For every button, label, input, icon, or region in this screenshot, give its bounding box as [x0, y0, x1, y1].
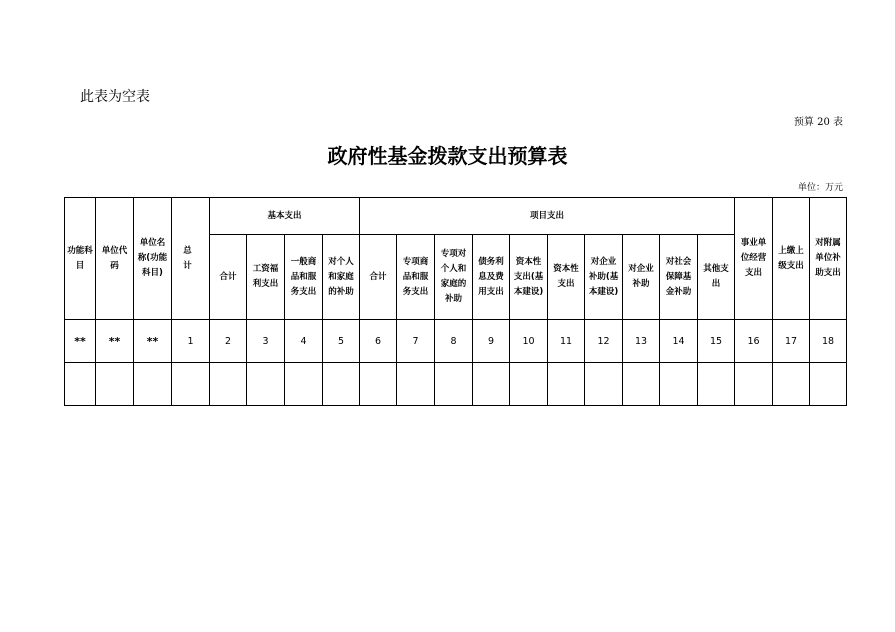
index-cell: 13 [623, 320, 660, 363]
header-unit-code: 单位代码 [96, 198, 134, 320]
index-cell: 1 [172, 320, 210, 363]
index-cell: 5 [323, 320, 360, 363]
index-cell: 2 [210, 320, 247, 363]
data-cell [134, 363, 172, 406]
index-cell: 9 [473, 320, 510, 363]
data-cell [735, 363, 773, 406]
index-cell: 10 [510, 320, 548, 363]
data-cell [435, 363, 473, 406]
index-cell: 11 [548, 320, 585, 363]
empty-data-row [65, 363, 847, 406]
data-cell [247, 363, 285, 406]
basic-col-header: 对个人和家庭的补助 [323, 235, 360, 320]
header-attached: 对附属单位补助支出 [810, 198, 847, 320]
data-cell [65, 363, 96, 406]
index-cell: ** [65, 320, 96, 363]
basic-col-header: 工资福利支出 [247, 235, 285, 320]
project-col-header: 合计 [360, 235, 397, 320]
index-cell: 3 [247, 320, 285, 363]
data-cell [660, 363, 698, 406]
index-cell: 14 [660, 320, 698, 363]
table-number: 预算 20 表 [793, 117, 843, 128]
index-cell: 6 [360, 320, 397, 363]
data-cell [323, 363, 360, 406]
data-cell [285, 363, 323, 406]
data-cell [773, 363, 810, 406]
index-row [65, 320, 847, 363]
project-col-header: 专项商品和服务支出 [397, 235, 435, 320]
index-cell: 12 [585, 320, 623, 363]
index-cell: 17 [773, 320, 810, 363]
header-enterprise: 事业单位经营支出 [735, 198, 773, 320]
project-col-header: 债务利息及费用支出 [473, 235, 510, 320]
index-cell: 15 [698, 320, 735, 363]
index-cell: ** [134, 320, 172, 363]
header-func-code: 功能科目 [65, 198, 96, 320]
data-cell [96, 363, 134, 406]
empty-table-note: 此表为空表 [80, 89, 150, 105]
project-col-header: 对企业补助(基本建设) [585, 235, 623, 320]
index-cell: 8 [435, 320, 473, 363]
page-title: 政府性基金拨款支出预算表 [327, 144, 568, 168]
header-basic: 基本支出 [210, 198, 360, 235]
budget-table [64, 197, 847, 406]
basic-col-header: 合计 [210, 235, 247, 320]
data-cell [172, 363, 210, 406]
data-cell [397, 363, 435, 406]
data-cell [548, 363, 585, 406]
basic-col-header: 一般商品和服务支出 [285, 235, 323, 320]
index-cell: 7 [397, 320, 435, 363]
index-cell: 4 [285, 320, 323, 363]
project-col-header: 对企业补助 [623, 235, 660, 320]
data-cell [810, 363, 847, 406]
project-col-header: 对社会保障基金补助 [660, 235, 698, 320]
data-cell [623, 363, 660, 406]
project-col-header: 专项对个人和家庭的补助 [435, 235, 473, 320]
header-unit-name: 单位名称(功能科目) [134, 198, 172, 320]
unit-label: 单位：万元 [797, 183, 843, 193]
index-cell: 16 [735, 320, 773, 363]
data-cell [510, 363, 548, 406]
data-cell [585, 363, 623, 406]
header-upper: 上缴上级支出 [773, 198, 810, 320]
header-total: 总 计 [172, 198, 210, 320]
project-col-header: 资本性支出 [548, 235, 585, 320]
data-cell [698, 363, 735, 406]
project-col-header: 资本性支出(基本建设) [510, 235, 548, 320]
project-col-header: 其他支出 [698, 235, 735, 320]
data-cell [473, 363, 510, 406]
index-cell: ** [96, 320, 134, 363]
data-cell [210, 363, 247, 406]
index-cell: 18 [810, 320, 847, 363]
data-cell [360, 363, 397, 406]
header-project: 项目支出 [360, 198, 735, 235]
